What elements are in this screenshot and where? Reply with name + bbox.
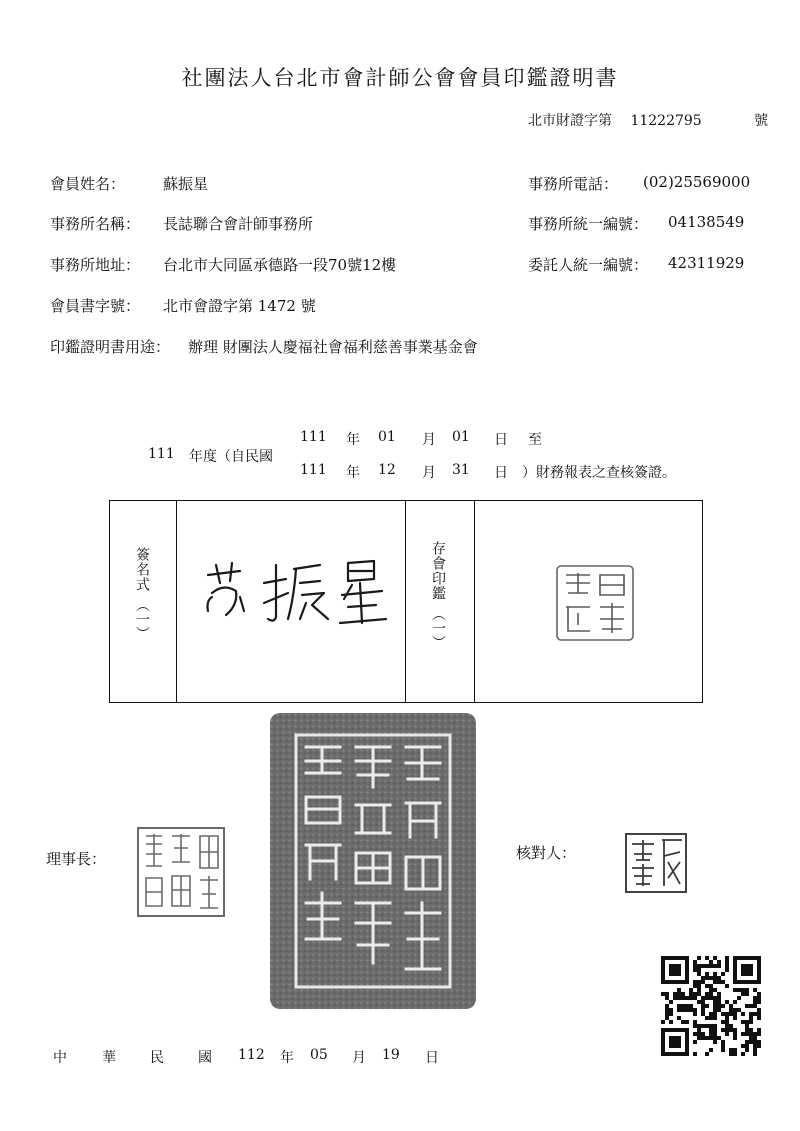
- period-from-year: 111: [300, 429, 327, 445]
- firm-address-value: 台北市大同區承德路一段70號12樓: [163, 256, 397, 274]
- firm-tax-id-value: 04138549: [668, 213, 745, 231]
- chairman-seal: [136, 826, 226, 918]
- qr-code: [661, 956, 763, 1056]
- chairman-label: 理事長：: [46, 850, 107, 868]
- firm-phone-label: 事務所電話：: [528, 175, 619, 193]
- period-to-year: 111: [300, 462, 327, 478]
- firm-address-label: 事務所地址：: [50, 256, 141, 274]
- period-from-month-unit: 月: [422, 432, 436, 448]
- table-divider: [176, 501, 177, 702]
- member-name-value: 蘇振星: [163, 175, 209, 193]
- period-year-label: 年度（自民國: [189, 449, 273, 465]
- firm-phone-value: (02)25569000: [643, 173, 751, 191]
- date-year: 112: [238, 1047, 265, 1063]
- purpose-label: 印鑑證明書用途：: [50, 338, 171, 356]
- period-from-day: 01: [452, 429, 470, 445]
- member-name-label: 會員姓名：: [50, 175, 126, 193]
- association-seal: [270, 713, 476, 1009]
- firm-tax-id-label: 事務所統一編號：: [528, 215, 649, 233]
- period-from-tail: 至: [528, 432, 542, 448]
- firm-name-label: 事務所名稱：: [50, 215, 141, 233]
- member-cert-value: 北市會證字第 1472 號: [163, 297, 316, 315]
- period-to-month-unit: 月: [422, 465, 436, 481]
- period-to-day-unit: 日: [494, 465, 508, 481]
- seal-label-number: （一）: [430, 607, 446, 649]
- page-title: 社團法人台北市會計師公會會員印鑑證明書: [181, 66, 619, 90]
- table-divider: [405, 501, 406, 702]
- handwritten-signature: [202, 553, 402, 633]
- date-day-unit: 日: [425, 1050, 439, 1066]
- member-cert-label: 會員書字號：: [50, 297, 141, 315]
- date-month: 05: [310, 1047, 328, 1063]
- client-tax-id-value: 42311929: [668, 254, 745, 272]
- date-day: 19: [382, 1047, 400, 1063]
- seal-label: [429, 541, 451, 649]
- certificate-suffix: 號: [754, 113, 769, 129]
- period-to-year-unit: 年: [346, 465, 360, 481]
- date-char-3: 民: [150, 1050, 164, 1066]
- client-tax-id-label: 委託人統一編號：: [528, 256, 649, 274]
- signature-label-text: 簽名式: [134, 547, 150, 592]
- period-year: 111: [148, 446, 175, 462]
- signature-label-number: （一）: [134, 598, 150, 640]
- seal-label-text: 存會印鑑: [430, 541, 446, 601]
- period-from-year-unit: 年: [346, 432, 360, 448]
- date-char-4: 國: [198, 1050, 212, 1066]
- date-year-unit: 年: [280, 1050, 294, 1066]
- period-to-tail: ）財務報表之查核簽證。: [522, 465, 676, 481]
- signature-table: [109, 500, 703, 703]
- member-seal: [554, 563, 636, 643]
- firm-name-value: 長誌聯合會計師事務所: [163, 215, 314, 233]
- table-divider: [474, 501, 475, 702]
- checker-label: 核對人：: [516, 844, 577, 862]
- checker-seal: [624, 832, 688, 894]
- period-to-day: 31: [452, 462, 470, 478]
- period-to-month: 12: [378, 462, 396, 478]
- certificate-number: 11222795: [630, 113, 702, 129]
- period-from-day-unit: 日: [494, 432, 508, 448]
- date-char-2: 華: [102, 1050, 116, 1066]
- date-month-unit: 月: [352, 1050, 366, 1066]
- signature-label: [133, 547, 153, 640]
- date-char-1: 中: [53, 1050, 67, 1066]
- certificate-number-row: [528, 110, 768, 130]
- period-from-month: 01: [378, 429, 396, 445]
- purpose-value: 辦理 財團法人慶福社會福利慈善事業基金會: [188, 338, 478, 356]
- certificate-prefix: 北市財證字第: [528, 113, 612, 129]
